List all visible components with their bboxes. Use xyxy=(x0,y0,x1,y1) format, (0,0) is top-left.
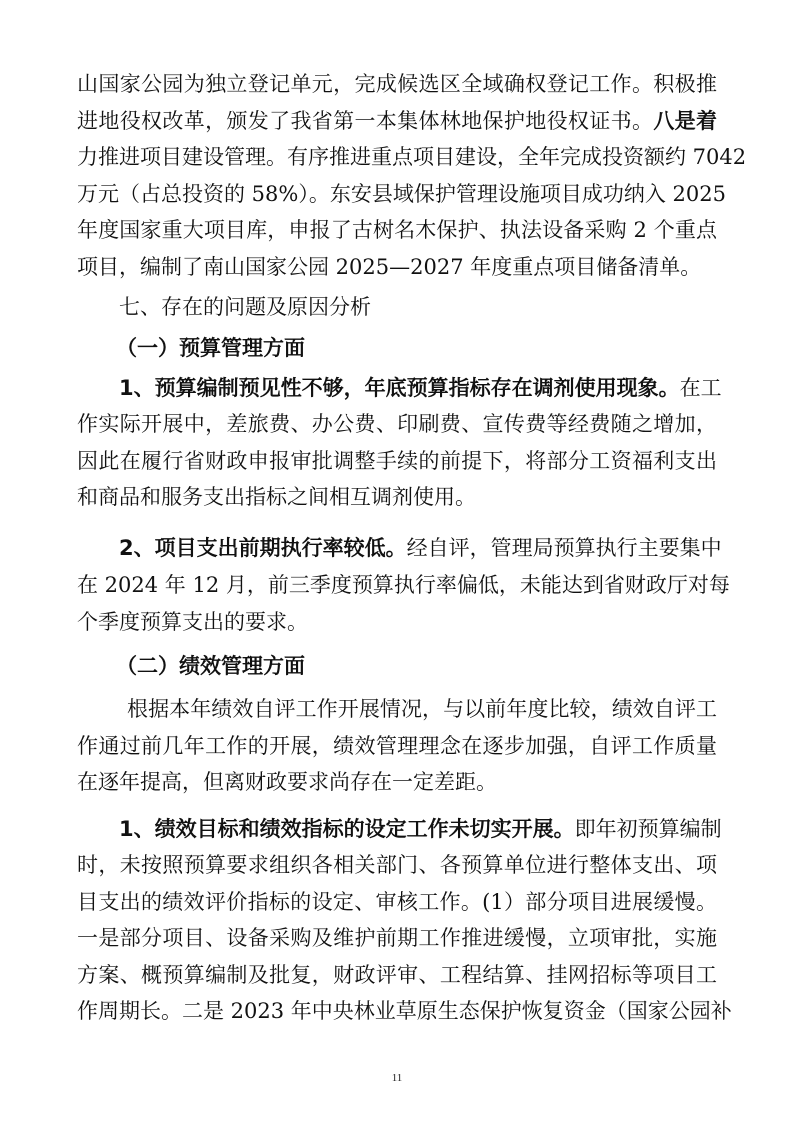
text-line: 和商品和服务支出指标之间相互调剂使用。 xyxy=(77,485,476,509)
text-line: 作实际开展中，差旅费、办公费、印刷费、宣传费等经费随之增加， xyxy=(77,412,717,436)
text-line: 年度国家重大项目库，申报了古树名木保护、执法设备采购 2 个重点 xyxy=(77,218,717,242)
text-line: 个季度预算支出的要求。 xyxy=(77,610,308,634)
text-span: 在工 xyxy=(679,376,722,400)
text-span: 经自评，管理局预算执行主要集中 xyxy=(406,536,722,560)
text-line xyxy=(119,535,722,561)
text-span: 进地役权改革，颁发了我省第一本集体林地保护地役权证书。 xyxy=(77,109,654,133)
text-line xyxy=(119,816,722,842)
text-line: 力推进项目建设管理。有序推进重点项目建设，全年完成投资额约 7042 xyxy=(77,145,747,169)
text-line: 方案、概预算编制及批复，财政评审、工程结算、挂网招标等项目工 xyxy=(77,963,717,987)
text-line: 时，未按照预算要求组织各相关部门、各预算单位进行整体支出、项 xyxy=(77,853,717,877)
subsection-heading: （二）绩效管理方面 xyxy=(116,653,305,678)
text-line: 根据本年绩效自评工作开展情况，与以前年度比较，绩效自评工 xyxy=(127,697,717,721)
bold-phrase: 八是着 xyxy=(653,109,718,133)
text-span: 即年初预算编制 xyxy=(574,817,722,841)
text-line: 山国家公园为独立登记单元，完成候选区全域确权登记工作。积极推 xyxy=(77,72,717,96)
text-line: 一是部分项目、设备采购及维护前期工作推进缓慢，立项审批，实施 xyxy=(77,926,717,950)
text-line: 作周期长。二是 2023 年中央林业草原生态保护恢复资金（国家公园补 xyxy=(77,999,732,1023)
bold-lead: 2、项目支出前期执行率较低。 xyxy=(119,536,407,560)
text-line: 项目，编制了南山国家公园 2025—2027 年度重点项目储备清单。 xyxy=(77,255,702,279)
text-line: 在逐年提高，但离财政要求尚存在一定差距。 xyxy=(77,770,497,794)
text-line xyxy=(77,108,717,134)
text-line: 目支出的绩效评价指标的设定、审核工作。(1）部分项目进展缓慢。 xyxy=(77,890,717,914)
text-line xyxy=(119,375,722,401)
subsection-heading: （一）预算管理方面 xyxy=(116,335,305,360)
text-line: 因此在履行省财政申报审批调整手续的前提下，将部分工资福利支出 xyxy=(77,449,717,473)
text-line: 作通过前几年工作的开展，绩效管理理念在逐步加强，自评工作质量 xyxy=(77,734,717,758)
bold-lead: 1、绩效目标和绩效指标的设定工作未切实开展。 xyxy=(119,817,575,841)
text-line: 在 2024 年 12 月，前三季度预算执行率偏低，未能达到省财政厅对每 xyxy=(77,573,730,597)
section-heading: 七、存在的问题及原因分析 xyxy=(119,295,371,319)
page-number: 11 xyxy=(391,1072,403,1084)
text-line: 万元（占总投资的 58%）。东安县域保护管理设施项目成功纳入 2025 xyxy=(77,182,726,206)
bold-lead: 1、预算编制预见性不够，年底预算指标存在调剂使用现象。 xyxy=(119,376,680,400)
